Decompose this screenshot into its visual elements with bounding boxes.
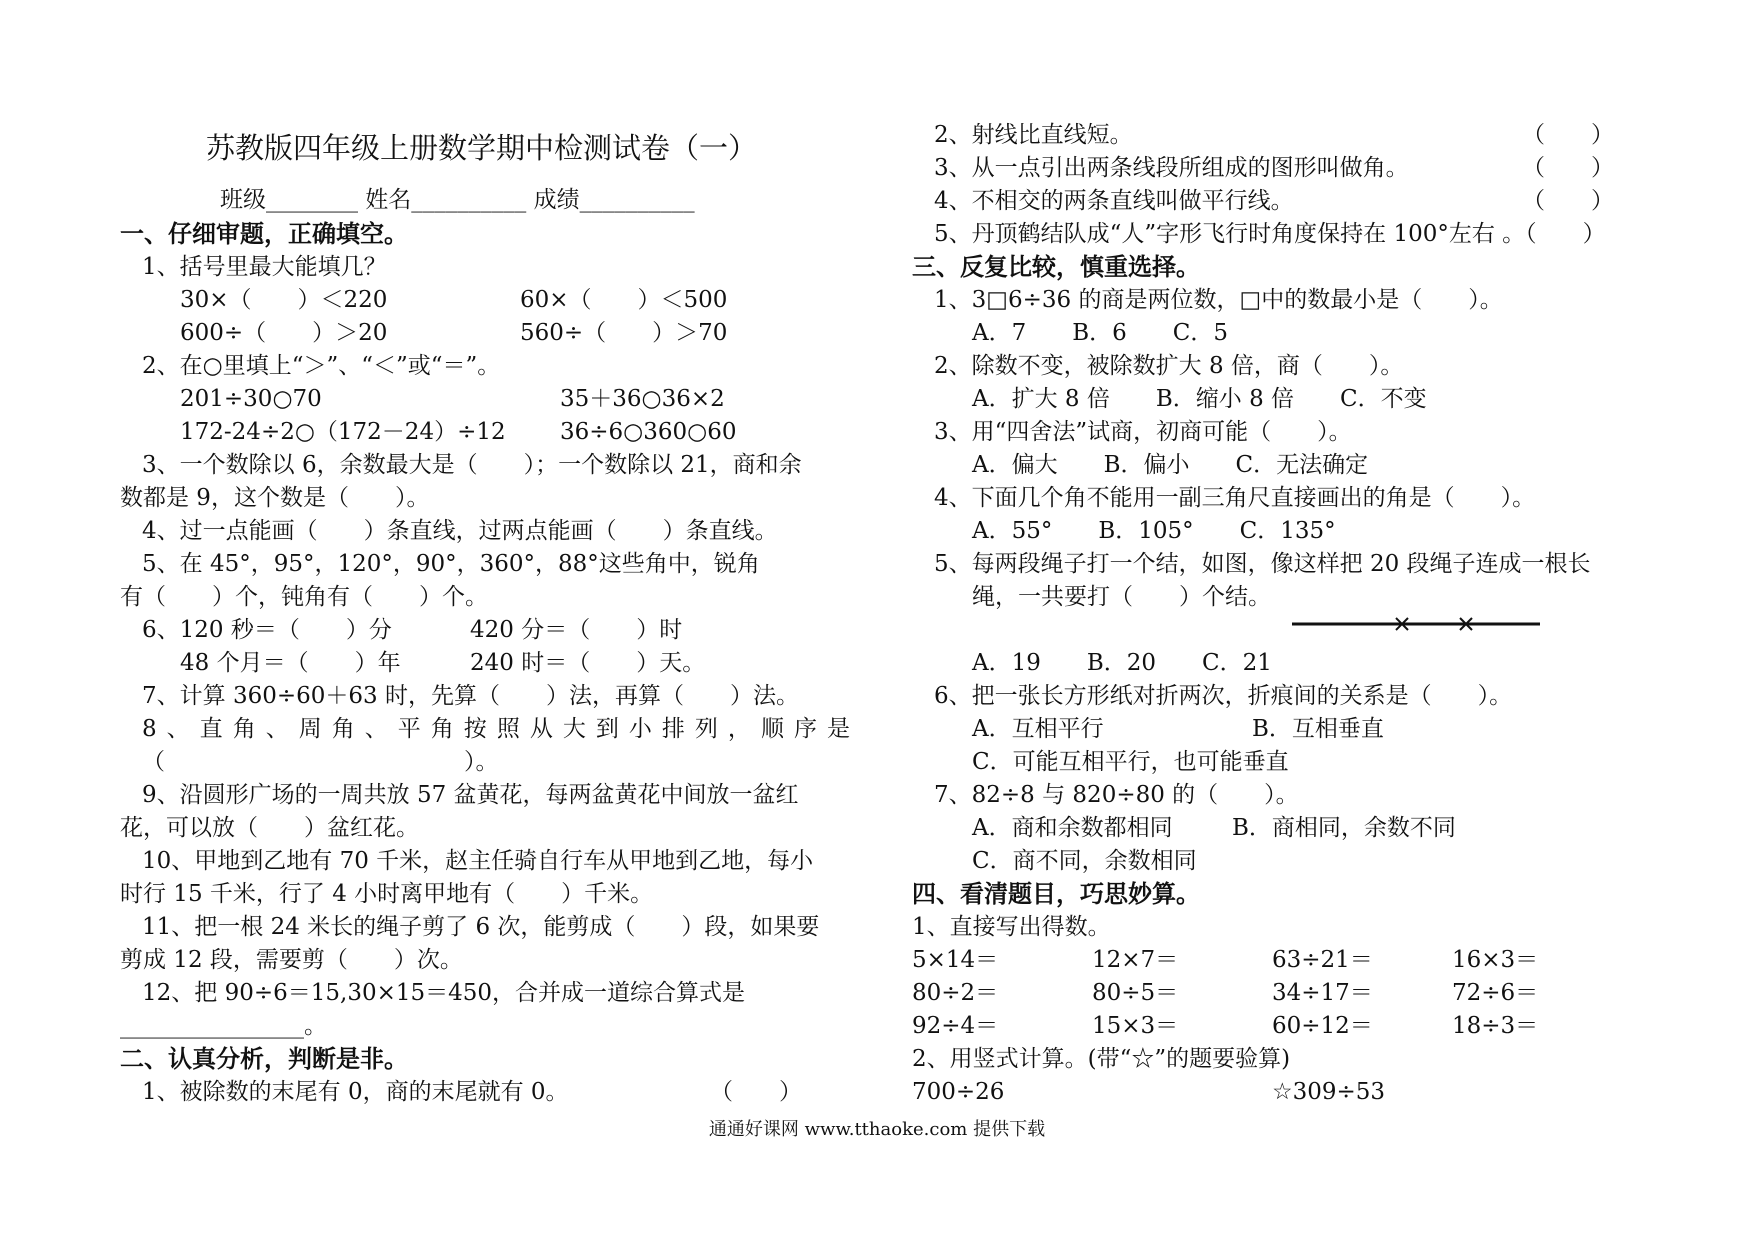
section-3-heading: 三、反复比较，慎重选择。 bbox=[912, 252, 1200, 281]
section-4-heading: 四、看清题目，巧思妙算。 bbox=[912, 879, 1200, 908]
calc-item: 60÷12＝ bbox=[1272, 1013, 1373, 1039]
q8-char: 周 bbox=[298, 716, 322, 742]
question-1-1-a: 30×（ ）＜220 bbox=[180, 287, 388, 313]
choice-2-options: A．扩大 8 倍 B．缩小 8 倍 C．不变 bbox=[972, 386, 1427, 412]
question-1-2-a: 201÷30○70 bbox=[180, 386, 322, 412]
question-1-9-line1: 9、沿圆形广场的一周共放 57 盆黄花，每两盆黄花中间放一盆红 bbox=[142, 782, 799, 808]
q8-char: 角 bbox=[232, 716, 256, 742]
question-1-12-line2: ________________。 bbox=[120, 1013, 327, 1039]
calc-item: 5×14＝ bbox=[912, 947, 999, 973]
question-1-7: 7、计算 360÷60＋63 时，先算（ ）法，再算（ ）法。 bbox=[142, 683, 799, 709]
choice-7-option-c: C．商不同，余数相同 bbox=[972, 848, 1197, 874]
choice-5-options: A．19 B．20 C．21 bbox=[972, 650, 1272, 676]
calc-item: 63÷21＝ bbox=[1272, 947, 1373, 973]
question-1-6-d: 240 时＝（ ）天。 bbox=[470, 650, 706, 676]
question-1-5-line2: 有（ ）个，钝角有（ ）个。 bbox=[120, 584, 488, 610]
question-1-11-line2: 剪成 12 段，需要剪（ ）次。 bbox=[120, 947, 463, 973]
q8-char: 排 bbox=[661, 716, 685, 742]
judge-1: 1、被除数的末尾有 0，商的末尾就有 0。 bbox=[142, 1079, 569, 1105]
question-1-8-line1 bbox=[142, 714, 850, 744]
question-1-2-d: 36÷6○360○60 bbox=[560, 419, 737, 445]
q8-char: 、 bbox=[364, 716, 388, 742]
question-1-3-line2: 数都是 9，这个数是（ ）。 bbox=[120, 485, 430, 511]
calc-item: 12×7＝ bbox=[1092, 947, 1179, 973]
judge-2-paren: （ ） bbox=[1522, 122, 1614, 148]
question-1-6-c: 48 个月＝（ ）年 bbox=[180, 650, 401, 676]
calc-item: 34÷17＝ bbox=[1272, 980, 1373, 1006]
calc-item: 72÷6＝ bbox=[1452, 980, 1539, 1006]
vertical-calc-2: ☆309÷53 bbox=[1272, 1079, 1386, 1105]
q8-char: ， bbox=[727, 716, 751, 742]
question-1-9-line2: 花，可以放（ ）盆红花。 bbox=[120, 815, 419, 841]
calc-item: 80÷5＝ bbox=[1092, 980, 1179, 1006]
judge-3: 3、从一点引出两条线段所组成的图形叫做角。 bbox=[934, 155, 1409, 181]
question-1-1: 1、括号里最大能填几？ bbox=[142, 254, 387, 280]
choice-4: 4、下面几个角不能用一副三角尺直接画出的角是（ ）。 bbox=[934, 485, 1536, 511]
calc-2-prompt: 2、用竖式计算。(带“☆”的题要验算) bbox=[912, 1046, 1291, 1072]
judge-2: 2、射线比直线短。 bbox=[934, 122, 1133, 148]
choice-5-line1: 5、每两段绳子打一个结，如图，像这样把 20 段绳子连成一根长 bbox=[934, 551, 1591, 577]
question-1-10-line1: 10、甲地到乙地有 70 千米，赵主任骑自行车从甲地到乙地，每小 bbox=[142, 848, 814, 874]
q8-char: 角 bbox=[430, 716, 454, 742]
choice-2: 2、除数不变，被除数扩大 8 倍，商（ ）。 bbox=[934, 353, 1404, 379]
q8-char: 按 bbox=[463, 716, 487, 742]
q8-char: 、 bbox=[166, 716, 190, 742]
q8-char: 小 bbox=[628, 716, 652, 742]
question-1-3-line1: 3、一个数除以 6，余数最大是（ ）；一个数除以 21，商和余 bbox=[142, 452, 802, 478]
question-1-12-line1: 12、把 90÷6＝15,30×15＝450，合并成一道综合算式是 bbox=[142, 980, 746, 1006]
student-info-line: 班级________ 姓名__________ 成绩__________ bbox=[220, 187, 695, 213]
choice-6: 6、把一张长方形纸对折两次，折痕间的关系是（ ）。 bbox=[934, 683, 1513, 709]
rope-knot-diagram bbox=[1290, 612, 1546, 636]
q8-char: 照 bbox=[496, 716, 520, 742]
choice-3: 3、用“四舍法”试商，初商可能（ ）。 bbox=[934, 419, 1352, 445]
choice-3-options: A．偏大 B．偏小 C．无法确定 bbox=[972, 452, 1369, 478]
question-1-6-b: 420 分＝（ ）时 bbox=[470, 617, 683, 643]
q8-char: 列 bbox=[694, 716, 718, 742]
question-1-6-a: 6、120 秒＝（ ）分 bbox=[142, 617, 392, 643]
choice-5-line2: 绳，一共要打（ ）个结。 bbox=[972, 584, 1271, 610]
vertical-calc-1: 700÷26 bbox=[912, 1079, 1005, 1105]
calc-item: 15×3＝ bbox=[1092, 1013, 1179, 1039]
question-1-2-b: 35＋36○36×2 bbox=[560, 386, 725, 412]
question-1-4: 4、过一点能画（ ）条直线，过两点能画（ ）条直线。 bbox=[142, 518, 778, 544]
question-1-11-line1: 11、把一根 24 米长的绳子剪了 6 次，能剪成（ ）段，如果要 bbox=[142, 914, 820, 940]
q8-char: 是 bbox=[826, 716, 850, 742]
question-1-5-line1: 5、在 45°，95°，120°，90°，360°，88°这些角中，锐角 bbox=[142, 551, 760, 577]
choice-7-option-a: A．商和余数都相同 bbox=[972, 815, 1173, 841]
choice-7-option-b: B．商相同，余数不同 bbox=[1232, 815, 1456, 841]
question-1-1-c: 600÷（ ）＞20 bbox=[180, 320, 388, 346]
question-1-2-c: 172-24÷2○（172－24）÷12 bbox=[180, 419, 506, 445]
q8-char: 序 bbox=[793, 716, 817, 742]
page-title: 苏教版四年级上册数学期中检测试卷（一） bbox=[206, 131, 758, 165]
q8-char: 顺 bbox=[760, 716, 784, 742]
choice-6-option-a: A．互相平行 bbox=[972, 716, 1104, 742]
section-2-heading: 二、认真分析，判断是非。 bbox=[120, 1044, 408, 1073]
footer-credit: 通通好课网 www.tthaoke.com 提供下载 bbox=[708, 1119, 1046, 1140]
question-1-10-line2: 时行 15 千米，行了 4 小时离甲地有（ ）千米。 bbox=[120, 881, 654, 907]
choice-4-options: A．55° B．105° C．135° bbox=[972, 518, 1336, 544]
choice-7: 7、82÷8 与 820÷80 的（ ）。 bbox=[934, 782, 1299, 808]
section-1-heading: 一、仔细审题，正确填空。 bbox=[120, 219, 408, 248]
choice-1: 1、3□6÷36 的商是两位数，□中的数最小是（ ）。 bbox=[934, 287, 1503, 313]
q8-char: 直 bbox=[199, 716, 223, 742]
question-1-8-line2: （ ）。 bbox=[142, 749, 499, 775]
calc-item: 18÷3＝ bbox=[1452, 1013, 1539, 1039]
question-1-1-b: 60×（ ）＜500 bbox=[520, 287, 728, 313]
q8-char: 平 bbox=[397, 716, 421, 742]
calc-item: 16×3＝ bbox=[1452, 947, 1539, 973]
judge-4-paren: （ ） bbox=[1522, 188, 1614, 214]
q8-char: 、 bbox=[265, 716, 289, 742]
q8-char: 到 bbox=[595, 716, 619, 742]
calc-item: 80÷2＝ bbox=[912, 980, 999, 1006]
q8-char: 角 bbox=[331, 716, 355, 742]
q8-char: 大 bbox=[562, 716, 586, 742]
calc-1-prompt: 1、直接写出得数。 bbox=[912, 914, 1111, 940]
judge-3-paren: （ ） bbox=[1522, 155, 1614, 181]
q8-char: 从 bbox=[529, 716, 553, 742]
calc-item: 92÷4＝ bbox=[912, 1013, 999, 1039]
question-1-2: 2、在○里填上“＞”、“＜”或“＝”。 bbox=[142, 353, 501, 379]
q8-char: 8 bbox=[142, 716, 157, 742]
choice-6-option-c: C．可能互相平行，也可能垂直 bbox=[972, 749, 1289, 775]
judge-4: 4、不相交的两条直线叫做平行线。 bbox=[934, 188, 1294, 214]
choice-6-option-b: B．互相垂直 bbox=[1252, 716, 1384, 742]
choice-1-options: A．7 B．6 C．5 bbox=[972, 320, 1229, 346]
judge-5: 5、丹顶鹤结队成“人”字形飞行时角度保持在 100°左右 。（ ） bbox=[934, 221, 1606, 247]
judge-1-paren: （ ） bbox=[710, 1079, 802, 1105]
question-1-1-d: 560÷（ ）＞70 bbox=[520, 320, 728, 346]
